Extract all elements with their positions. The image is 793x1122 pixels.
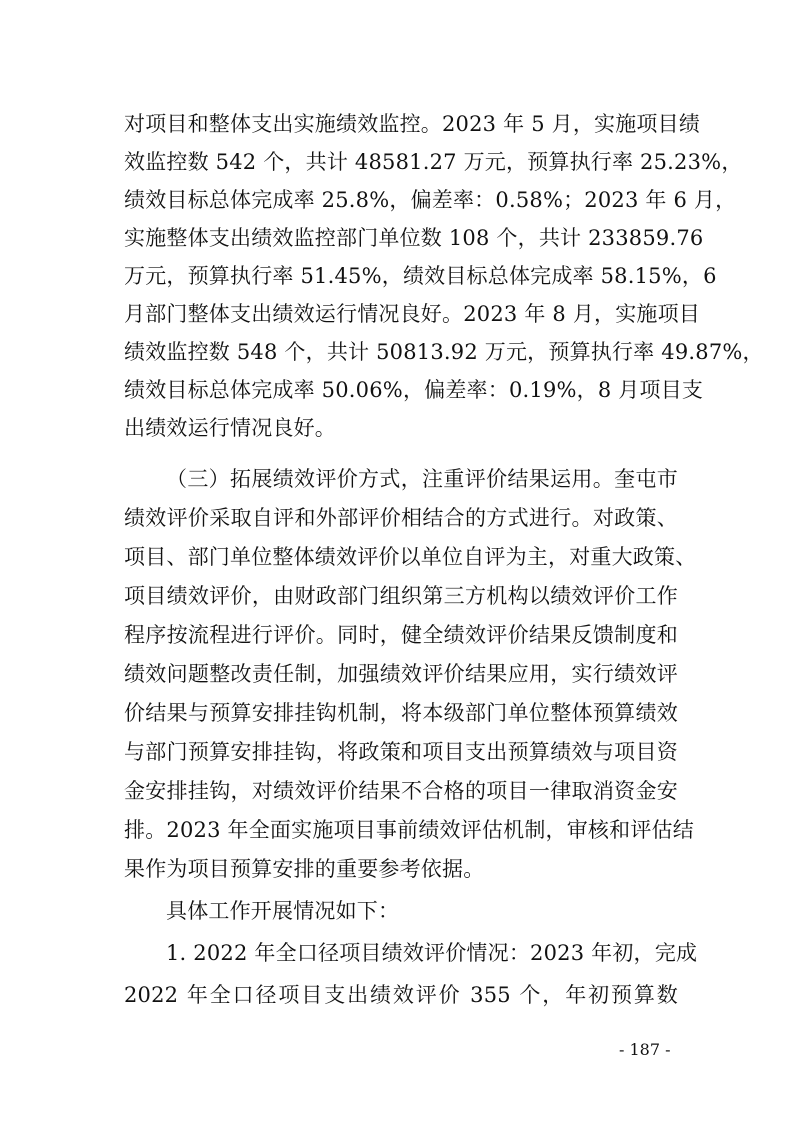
text-line: 出绩效运行情况良好。 <box>124 416 336 440</box>
text-line: 价结果与预算安排挂钩机制，将本级部门单位整体预算绩效 <box>124 701 678 725</box>
text-line: 万元，预算执行率 51.45%，绩效目标总体完成率 58.15%，6 <box>124 264 717 288</box>
text-line: 1. 2022 年全口径项目绩效评价情况：2023 年初，完成 <box>166 941 698 965</box>
text-line: 项目、部门单位整体绩效评价以单位自评为主，对重大政策、 <box>124 545 697 569</box>
text-line: 果作为项目预算安排的重要参考依据。 <box>124 857 485 881</box>
text-line: 金安排挂钩，对绩效评价结果不合格的项目一律取消资金安 <box>124 779 678 803</box>
text-line: 与部门预算安排挂钩，将政策和项目支出预算绩效与项目资 <box>124 740 678 764</box>
text-line: 绩效问题整改责任制，加强绩效评价结果应用，实行绩效评 <box>124 662 678 686</box>
page-number: - 187 - <box>619 1040 671 1059</box>
text-line: 绩效监控数 548 个，共计 50813.92 万元，预算执行率 49.87%， <box>124 340 764 364</box>
section-heading-line: （三）拓展绩效评价方式，注重评价结果运用。奎屯市 <box>166 467 678 491</box>
text-line: 具体工作开展情况如下： <box>166 899 400 923</box>
text-line: 效监控数 542 个，共计 48581.27 万元，预算执行率 25.23%， <box>124 150 743 174</box>
text-line: 排。2023 年全面实施项目事前绩效评估机制，审核和评估结 <box>124 818 694 842</box>
text-line: 2022 年全口径项目支出绩效评价 355 个，年初预算数 <box>124 983 678 1007</box>
text-line: 绩效目标总体完成率 50.06%，偏差率：0.19%，8 月项目支 <box>124 378 704 402</box>
text-line: 绩效评价采取自评和外部评价相结合的方式进行。对政策、 <box>124 506 678 530</box>
text-line: 项目绩效评价，由财政部门组织第三方机构以绩效评价工作 <box>124 584 678 608</box>
text-line: 程序按流程进行评价。同时，健全绩效评价结果反馈制度和 <box>124 623 678 647</box>
text-line: 对项目和整体支出实施绩效监控。2023 年 5 月，实施项目绩 <box>124 112 701 136</box>
text-line: 月部门整体支出绩效运行情况良好。2023 年 8 月，实施项目 <box>124 302 701 326</box>
text-line: 实施整体支出绩效监控部门单位数 108 个，共计 233859.76 <box>124 226 704 250</box>
text-line: 绩效目标总体完成率 25.8%，偏差率：0.58%；2023 年 6 月， <box>124 188 737 212</box>
